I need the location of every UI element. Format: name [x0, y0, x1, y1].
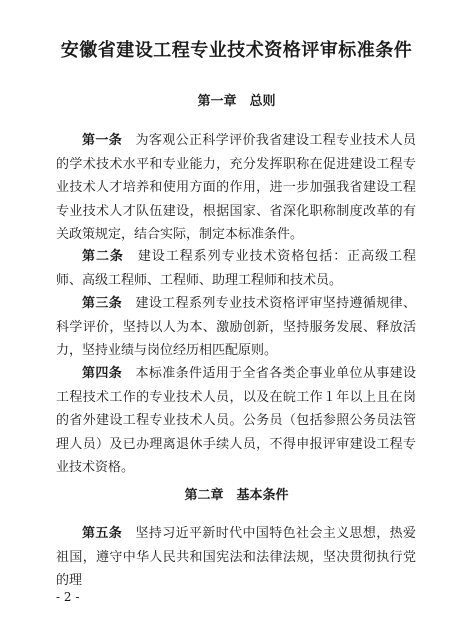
article-5: [56, 522, 416, 593]
article-4-label: 第四条: [82, 366, 123, 381]
article-2-text: 建设工程系列专业技术资格包括：正高级工程师、高级工程师、工程师、助理工程师和技术员。: [56, 249, 416, 288]
chapter-heading-2: 第二章 基本条件: [184, 488, 289, 503]
article-3-label: 第三条: [82, 296, 123, 311]
article-1: [56, 129, 416, 247]
article-5-label: 第五条: [82, 526, 123, 541]
article-5-text: 坚持习近平新时代中国特色社会主义思想，热爱祖国，遵守中华人民共和国宪法和法律法规，坚决贯彻执行党的理: [56, 526, 416, 588]
article-4-text: 本标准条件适用于全省各类企事业单位从事建设工程技术工作的专业技术人员，以及在皖工作１年以上且在岗的省外建设工程专业技术人员。公务员（包括参照公务员法管理人员）及已办理离退休手续人员，不得申报评审建设工程专业技术资格。: [56, 366, 416, 475]
article-1-label: 第一条: [82, 133, 123, 148]
document-title: 安徽省建设工程专业技术资格评审标准条件: [60, 40, 413, 61]
article-2: [56, 245, 416, 292]
article-2-label: 第二条: [82, 249, 124, 264]
page-number: - 2 -: [56, 590, 80, 604]
article-1-text: 为客观公正科学评价我省建设工程专业技术人员的学术技术水平和专业能力，充分发挥职称在促进建设工程专业技术人才培养和使用方面的作用，进一步加强我省建设工程专业技术人才队伍建设，根据国家、省深化职称制度改革的有关政策规定，结合实际，制定本标准条件。: [56, 133, 416, 242]
chapter-heading-1: 第一章 总则: [197, 94, 276, 109]
article-3: [56, 292, 416, 363]
article-4: [56, 362, 416, 480]
article-3-text: 建设工程系列专业技术资格评审坚持遵循规律、科学评价，坚持以人为本、激励创新，坚持服务发展、释放活力，坚持业绩与岗位经历相匹配原则。: [56, 296, 416, 358]
